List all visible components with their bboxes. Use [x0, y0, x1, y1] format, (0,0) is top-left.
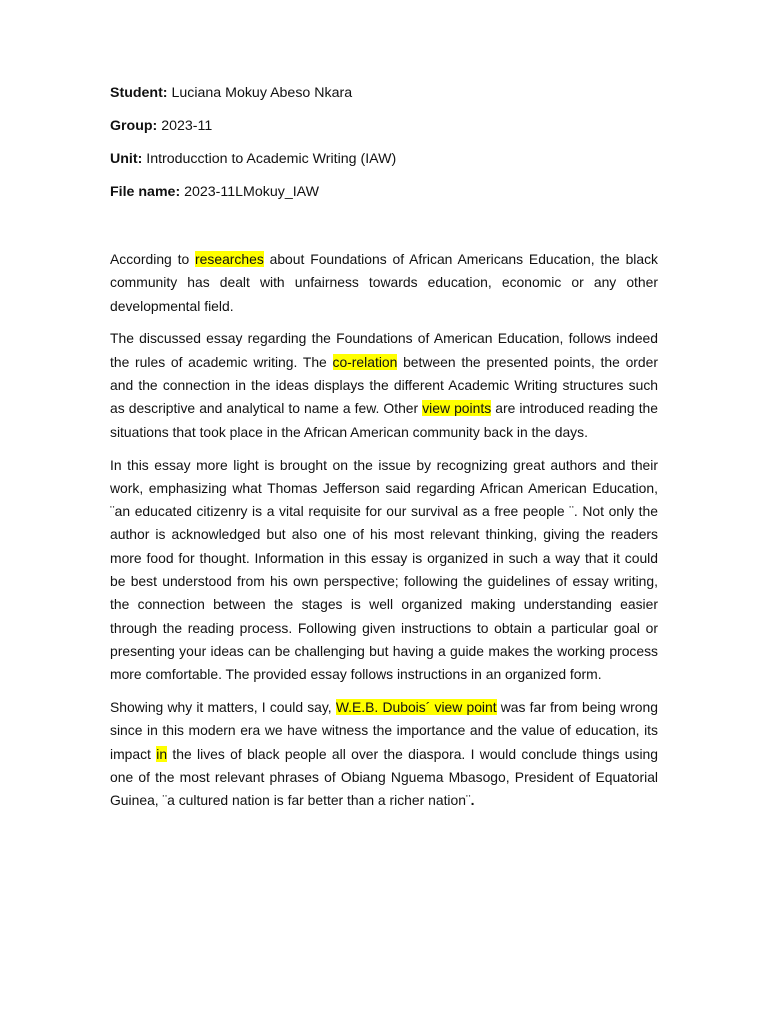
- highlight-view-points: view points: [422, 400, 492, 417]
- group-value: 2023-11: [161, 118, 213, 134]
- group-label: Group:: [110, 118, 158, 134]
- file-name-label: File name:: [110, 184, 181, 200]
- file-name-line: [110, 183, 658, 201]
- p1-text-b: about Foundations of African Americans Education, the black community has dealt with unfairness towards education, economic or any other developmental field.: [110, 251, 658, 314]
- student-value: Luciana Mokuy Abeso Nkara: [171, 85, 353, 101]
- highlight-in: in: [156, 745, 168, 762]
- student-line: [110, 84, 658, 102]
- student-label: Student:: [110, 85, 168, 101]
- header-block: [110, 84, 658, 201]
- unit-label: Unit:: [110, 151, 143, 167]
- group-line: [110, 117, 658, 135]
- p4-final-period: .: [470, 792, 475, 809]
- paragraph-1: [110, 248, 658, 318]
- paragraph-2: [110, 327, 658, 443]
- unit-value: Introducction to Academic Writing (IAW): [146, 151, 397, 167]
- essay-body: [110, 248, 658, 813]
- p4-text-b: was far from being wrong since in this modern era we have witness the importance and the value of education, its impact: [110, 699, 658, 762]
- highlight-dubois-view-point: W.E.B. Dubois´ view point: [335, 699, 497, 716]
- paragraph-4: [110, 696, 658, 812]
- p2-text-c: are introduced reading the situations that took place in the African American community back in the days.: [110, 400, 659, 440]
- p4-text-c: the lives of black people all over the diaspora. I would conclude things using one of the most relevant phrases of Obiang Nguema Mbasogo, President of Equatorial Guinea, ¨a cultured nation is far better than a richer nation¨: [110, 745, 658, 809]
- document-page: [110, 84, 658, 822]
- highlight-researches: researches: [195, 251, 264, 267]
- highlight-co-relation: co-relation: [332, 353, 398, 370]
- file-name-value: 2023-11LMokuy_IAW: [184, 184, 319, 200]
- unit-line: [110, 150, 658, 168]
- p2-text-b: between the presented points, the order and the connection in the ideas displays the different Academic Writing structures such as descriptive and analytical to name a few. Other: [110, 353, 658, 417]
- p4-text-a: Showing why it matters, I could say,: [110, 699, 336, 716]
- paragraph-3: In this essay more light is brought on the issue by recognizing great authors and their work, emphasizing what Thomas Jefferson said regarding African American Education, ¨an educated citizenry is a vital requisite for our survival as a free people ¨. Not only the author is acknowledged but also one of his most relevant thinking, giving the readers more food for thought. Information in this essay is organized in such a way that it could be best understood from his own perspective; following the guidelines of essay writing, the connection between the stages is well organized making understanding easier through the reading process. Following given instructions to obtain a particular goal or presenting your ideas can be challenging but having a guide makes the working process more comfortable. The provided essay follows instructions in an organized form.: [110, 456, 658, 683]
- p2-text-a: The discussed essay regarding the Foundations of American Education, follows indeed the rules of academic writing. The: [110, 330, 658, 370]
- p1-text-a: According to: [110, 251, 196, 267]
